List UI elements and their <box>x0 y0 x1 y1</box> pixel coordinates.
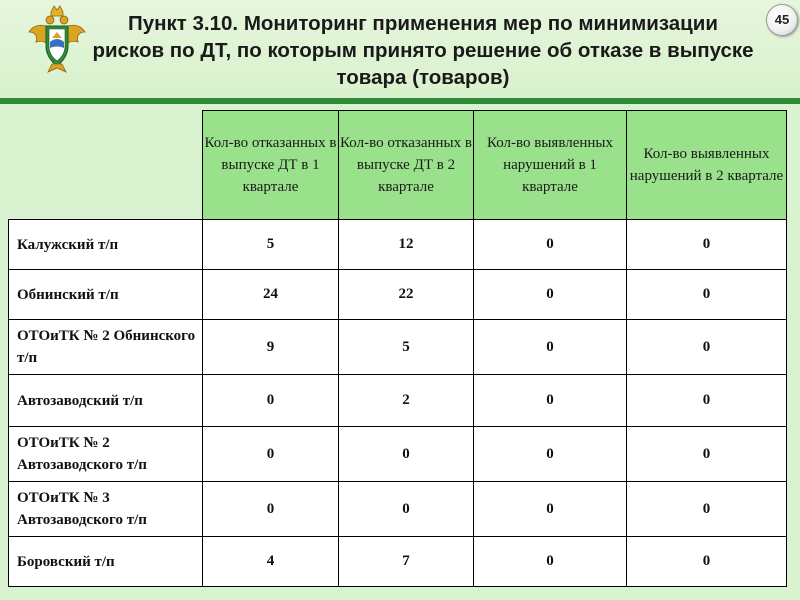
table-cell: 0 <box>627 482 787 537</box>
table-cell: 0 <box>627 270 787 320</box>
header-divider <box>0 98 800 104</box>
table-cell: 0 <box>203 375 339 427</box>
table-corner <box>9 111 203 220</box>
row-label: ОТОиТК № 3 Автозаводского т/п <box>9 482 203 537</box>
row-label: Автозаводский т/п <box>9 375 203 427</box>
table-cell: 0 <box>474 427 627 482</box>
table-header-row <box>9 111 787 220</box>
table-cell: 9 <box>203 320 339 375</box>
table-cell: 0 <box>474 320 627 375</box>
table-cell: 0 <box>627 220 787 270</box>
monitoring-table <box>8 110 787 587</box>
row-label: ОТОиТК № 2 Обнинского т/п <box>9 320 203 375</box>
slide-title: Пункт 3.10. Мониторинг применения мер по минимизации рисков по ДТ, по которым принято решение об отказе в выпуске товара (товаров) <box>92 12 754 89</box>
table-cell: 4 <box>203 537 339 587</box>
table-cell: 5 <box>203 220 339 270</box>
row-label: Обнинский т/п <box>9 270 203 320</box>
column-header: Кол-во отказанных в выпуске ДТ в 2 квартале <box>339 111 474 220</box>
table-cell: 0 <box>203 427 339 482</box>
table-cell: 0 <box>474 482 627 537</box>
table-cell: 12 <box>339 220 474 270</box>
table-cell: 7 <box>339 537 474 587</box>
table-cell: 0 <box>627 427 787 482</box>
row-label: Боровский т/п <box>9 537 203 587</box>
table-cell: 24 <box>203 270 339 320</box>
table-cell: 0 <box>627 320 787 375</box>
row-label: ОТОиТК № 2 Автозаводского т/п <box>9 427 203 482</box>
table-row <box>9 482 787 537</box>
table-row <box>9 220 787 270</box>
table-cell: 0 <box>627 537 787 587</box>
column-header: Кол-во выявленных нарушений в 1 квартале <box>474 111 627 220</box>
customs-emblem-icon <box>26 2 88 74</box>
table-cell: 0 <box>474 220 627 270</box>
column-header: Кол-во отказанных в выпуске ДТ в 1 квартале <box>203 111 339 220</box>
page-number-badge: 45 <box>766 4 798 36</box>
table-cell: 22 <box>339 270 474 320</box>
table-cell: 5 <box>339 320 474 375</box>
table-row <box>9 375 787 427</box>
table-cell: 2 <box>339 375 474 427</box>
column-header: Кол-во выявленных нарушений в 2 квартале <box>627 111 787 220</box>
table-row <box>9 427 787 482</box>
table-row <box>9 537 787 587</box>
table-cell: 0 <box>474 537 627 587</box>
table-row <box>9 270 787 320</box>
row-label: Калужский т/п <box>9 220 203 270</box>
table-cell: 0 <box>474 375 627 427</box>
table-row <box>9 320 787 375</box>
table-cell: 0 <box>474 270 627 320</box>
table-cell: 0 <box>339 427 474 482</box>
table-cell: 0 <box>203 482 339 537</box>
table-cell: 0 <box>339 482 474 537</box>
table-cell: 0 <box>627 375 787 427</box>
